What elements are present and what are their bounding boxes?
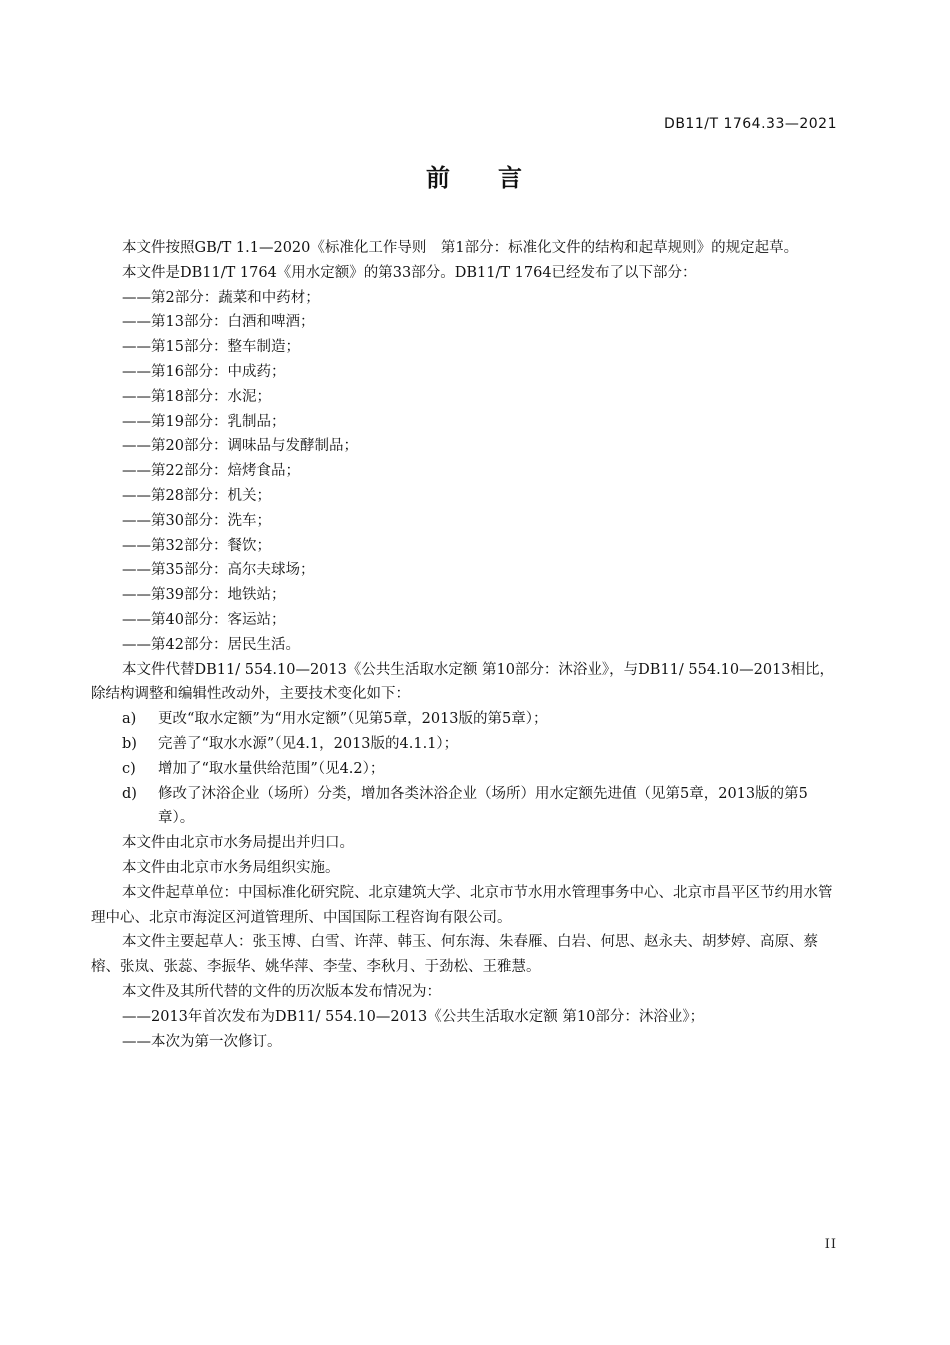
paragraph-history-intro: 本文件及其所代替的文件的历次版本发布情况为： bbox=[122, 983, 441, 1000]
paragraph-basis: 本文件按照GB/T 1.1—2020《标准化工作导则 第1部分：标准化文件的结构和起草规则》的规定起草。 bbox=[122, 240, 799, 256]
paragraph-replaces: 本文件代替DB11/ 554.10—2013《公共生活取水定额 第10部分：沐浴业》，与DB11/ 554.10—2013相比，除结构调整和编辑性改动外，主要技术变化如下： bbox=[91, 661, 835, 703]
foreword-body bbox=[91, 236, 839, 1054]
list-item: ——第22部分：焙烤食品； bbox=[122, 463, 300, 480]
item-marker: a) bbox=[122, 711, 137, 728]
paragraph-drafters: 本文件主要起草人：张玉博、白雪、许萍、韩玉、何东海、朱春雁、白岩、何思、赵永夫、胡梦婷、高原、蔡榕、张岚、张蕊、李振华、姚华萍、李莹、李秋月、于劲松、王雅慧。 bbox=[91, 934, 818, 976]
change-item bbox=[91, 707, 839, 732]
list-item: ——第42部分：居民生活。 bbox=[122, 636, 300, 653]
history-item: ——2013年首次发布为DB11/ 554.10—2013《公共生活取水定额 第10部分：沐浴业》； bbox=[122, 1008, 705, 1025]
change-item bbox=[91, 782, 839, 832]
list-item: ——第19部分：乳制品； bbox=[122, 413, 286, 430]
list-item: ——第30部分：洗车； bbox=[122, 512, 271, 529]
item-text: 完善了“取水水源”（见4.1，2013版的4.1.1）； bbox=[158, 735, 459, 752]
item-marker: d) bbox=[122, 785, 137, 802]
list-item: ——第39部分：地铁站； bbox=[122, 587, 286, 604]
item-marker: b) bbox=[122, 735, 137, 752]
list-item: ——第15部分：整车制造； bbox=[122, 339, 300, 356]
paragraph-drafting-units: 本文件起草单位：中国标准化研究院、北京建筑大学、北京市节水用水管理事务中心、北京市昌平区节约用水管理中心、北京市海淀区河道管理所、中国国际工程咨询有限公司。 bbox=[91, 884, 833, 926]
paragraph-proposed-by: 本文件由北京市水务局提出并归口。 bbox=[122, 835, 354, 852]
list-item: ——第20部分：调味品与发酵制品； bbox=[122, 438, 358, 455]
change-item bbox=[91, 732, 839, 757]
list-item: ——第28部分：机关； bbox=[122, 487, 271, 504]
list-item: ——第40部分：客运站； bbox=[122, 611, 286, 628]
list-item: ——第2部分：蔬菜和中药材； bbox=[122, 289, 320, 306]
item-text: 更改“取水定额”为“用水定额”（见第5章，2013版的第5章）； bbox=[158, 711, 548, 728]
history-item: ——本次为第一次修订。 bbox=[122, 1033, 282, 1050]
item-text: 修改了沐浴企业（场所）分类，增加各类沐浴企业（场所）用水定额先进值（见第5章，2013版的第5章）。 bbox=[158, 785, 808, 827]
list-item: ——第16部分：中成药； bbox=[122, 363, 286, 380]
page-title bbox=[0, 158, 950, 193]
title-char-2: 言 bbox=[498, 164, 524, 192]
list-item: ——第35部分：高尔夫球场； bbox=[122, 562, 315, 579]
document-code: DB11/T 1764.33—2021 bbox=[664, 116, 837, 132]
paragraph-organized-by: 本文件由北京市水务局组织实施。 bbox=[122, 859, 340, 876]
change-item bbox=[91, 757, 839, 782]
title-char-1: 前 bbox=[426, 164, 452, 192]
item-text: 增加了“取水量供给范围”（见4.2）； bbox=[158, 760, 385, 777]
paragraph-part-of: 本文件是DB11/T 1764《用水定额》的第33部分。DB11/T 1764已经发布了以下部分： bbox=[122, 264, 697, 281]
page-number: II bbox=[824, 1237, 837, 1252]
list-item: ——第13部分：白酒和啤酒； bbox=[122, 314, 315, 331]
list-item: ——第18部分：水泥； bbox=[122, 388, 271, 405]
item-marker: c) bbox=[122, 760, 136, 777]
list-item: ——第32部分：餐饮； bbox=[122, 537, 271, 554]
